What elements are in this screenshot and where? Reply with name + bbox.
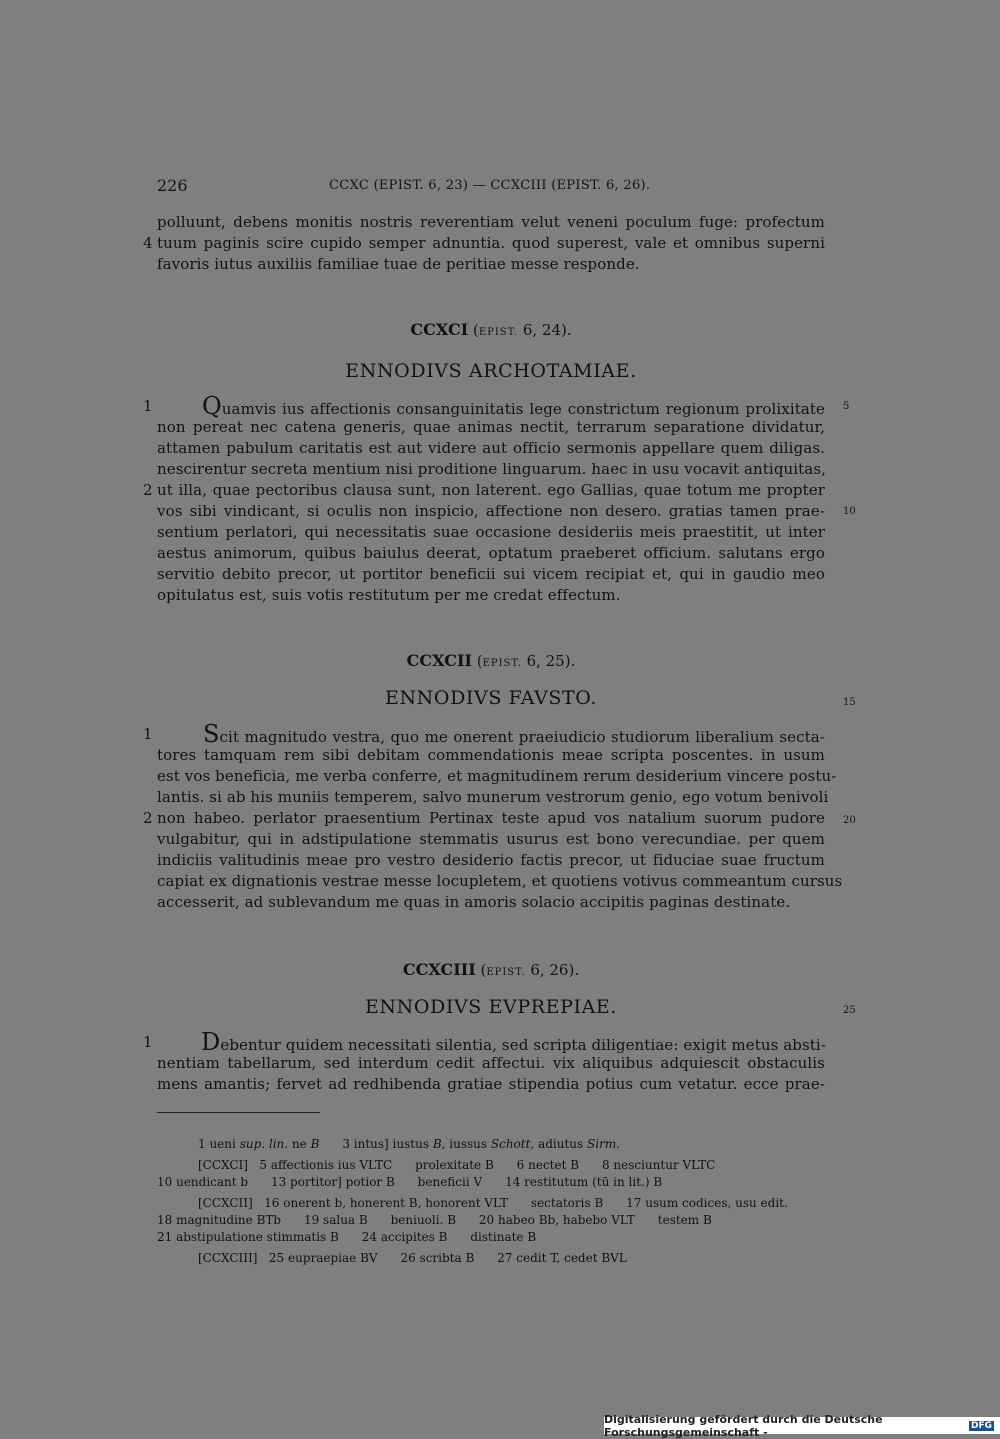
text-line: ut illa, quae pectoribus clausa sunt, non laterent. ego Gallias, quae totum me propter	[157, 481, 825, 499]
text-line: non pereat nec catena generis, quae animas nectit, terrarum separatione dividatur,	[157, 418, 825, 436]
text-line: nentiam tabellarum, sed interdum cedit affectui. vix aliquibus adquiescit obstaculis	[157, 1054, 825, 1072]
footnote-line: 21 abstipulatione stimmatis B 24 accipites B distinate B	[157, 1230, 537, 1244]
funding-credit-text: Digitalisierung gefördert durch die Deutsche Forschungsgemeinschaft -	[604, 1412, 883, 1439]
section-number: CCXCII	[406, 651, 472, 670]
text-line: capiat ex dignationis vestrae messe locupletem, et quotiens votivus commeantum cursus	[157, 872, 843, 890]
text-line: vulgabitur, qui in adstipulatione stemmatis usurus est bono verecundiae. per quem	[157, 830, 825, 848]
section-ref-small: EPIST.	[482, 658, 522, 669]
text-line: non habeo. perlator praesentium Pertinax teste apud vos natalium suorum pudore	[157, 809, 825, 827]
text-line: polluunt, debens monitis nostris reverentiam velut veneni poculum fuge: profectum	[157, 213, 825, 231]
text-line: Quamvis ius affectionis consanguinitatis lege constrictum regionum prolixitate	[202, 392, 825, 420]
section-heading: CCXCIII (EPIST. 6, 26).	[402, 960, 580, 979]
drop-cap: Q	[202, 392, 222, 420]
dfg-logo: DFG	[970, 1420, 992, 1431]
section-ref: 6, 24).	[522, 321, 572, 339]
page-number: 226	[157, 176, 188, 195]
text-line: mens amantis; fervet ad redhibenda gratiae stipendia potius cum vetatur. ecce prae-	[157, 1075, 825, 1093]
section-number: CCXCI	[410, 320, 469, 339]
section-ref: 6, 25).	[526, 652, 576, 670]
margin-number: 25	[843, 1005, 856, 1016]
text-line: tores tamquam rem sibi debitam commendationis meae scripta poscentes. in usum	[157, 746, 825, 764]
section-number: CCXCIII	[402, 960, 476, 979]
text-line: est vos beneficia, me verba conferre, et magnitudinem rerum desiderium vincere postu-	[157, 767, 837, 785]
addressee: ENNODIVS FAVSTO.	[384, 687, 598, 709]
line-number: 1	[143, 1033, 153, 1051]
text-line: Scit magnitudo vestra, quo me onerent praeiudicio studiorum liberalium secta-	[203, 720, 825, 748]
margin-number: 10	[843, 506, 856, 517]
drop-cap: S	[203, 720, 220, 748]
text-line: opitulatus est, suis votis restitutum per me credat effectum.	[157, 586, 621, 604]
margin-number: 15	[843, 697, 856, 708]
section-ref-small: EPIST.	[478, 327, 519, 338]
running-head	[157, 176, 827, 198]
text-line: tuum paginis scire cupido semper adnuntia. quod superest, vale et omnibus superni	[157, 234, 825, 252]
section-heading: CCXCI (EPIST. 6, 24).	[410, 320, 572, 339]
line-number: 2	[143, 481, 153, 499]
drop-cap: D	[201, 1028, 221, 1056]
text-line: Debentur quidem necessitati silentia, sed scripta diligentiae: exigit metus absti-	[201, 1028, 826, 1056]
text-line: accesserit, ad sublevandum me quas in amoris solacio accipitis paginas destinate.	[157, 893, 791, 911]
footnote-line: 10 uendicant b 13 portitor] potior B beneficii V 14 restitutum (tū in lit.) B	[157, 1175, 663, 1189]
text-line: sentium perlatori, qui necessitatis suae occasione desideriis meis praestitit, ut inter	[157, 523, 825, 541]
line-number: 1	[143, 397, 153, 415]
text-line: nescirentur secreta mentium nisi proditione linguarum. haec in usu vocavit antiquitas,	[157, 460, 827, 478]
funding-credit-bar	[604, 1412, 1000, 1439]
text-line: servitio debito precor, ut portitor beneficii sui vicem recipiat et, qui in gaudio meo	[157, 565, 825, 583]
line-number: 2	[143, 809, 153, 827]
footnote-rule	[157, 1112, 320, 1113]
text-line: indiciis valitudinis meae pro vestro desiderio factis precor, ut fiduciae suae fructum	[157, 851, 825, 869]
section-ref: 6, 26).	[530, 961, 580, 979]
footnote-line: 1 ueni sup. lin. ne B 3 intus] iustus B, iussus Schott, adiutus Sirm.	[198, 1137, 621, 1151]
text-line: attamen pabulum caritatis est aut videre aut officio sermonis appellare quem diligas.	[157, 439, 825, 457]
header-title: CCXC (EPIST. 6, 23) — CCXCIII (EPIST. 6, 26).	[329, 178, 651, 193]
margin-number: 5	[843, 401, 850, 412]
line-number: 4	[143, 234, 153, 252]
section-heading: CCXCII (EPIST. 6, 25).	[406, 651, 576, 670]
footnote-line: 18 magnitudine BTb 19 salua B beniuoli. B 20 habeo Bb, habebo VLT testem B	[157, 1213, 712, 1227]
text-line: favoris iutus auxiliis familiae tuae de peritiae messe responde.	[157, 255, 640, 273]
addressee: ENNODIVS EVPREPIAE.	[364, 996, 618, 1018]
line-number: 1	[143, 725, 153, 743]
text-line: lantis. si ab his muniis temperem, salvo munerum vestrorum genio, ego votum benivoli	[157, 788, 829, 806]
footnote-line: [CCXCI] 5 affectionis ius VLTC prolexitate B 6 nectet B 8 nesciuntur VLTC	[198, 1158, 716, 1172]
footnote-line: [CCXCIII] 25 eupraepiae BV 26 scribta B 27 cedit T, cedet BVL	[198, 1251, 627, 1265]
addressee: ENNODIVS ARCHOTAMIAE.	[345, 360, 637, 382]
text-line: aestus animorum, quibus baiulus deerat, optatum praeberet officium. salutans ergo	[157, 544, 825, 562]
section-ref-small: EPIST.	[486, 967, 526, 978]
text-line: vos sibi vindicant, si oculis non inspicio, affectione non desero. gratias tamen prae-	[157, 502, 825, 520]
margin-number: 20	[843, 815, 856, 826]
footnote-line: [CCXCII] 16 onerent b, honerent B, honorent VLT sectatoris B 17 usum codices, usu edit.	[198, 1196, 788, 1210]
